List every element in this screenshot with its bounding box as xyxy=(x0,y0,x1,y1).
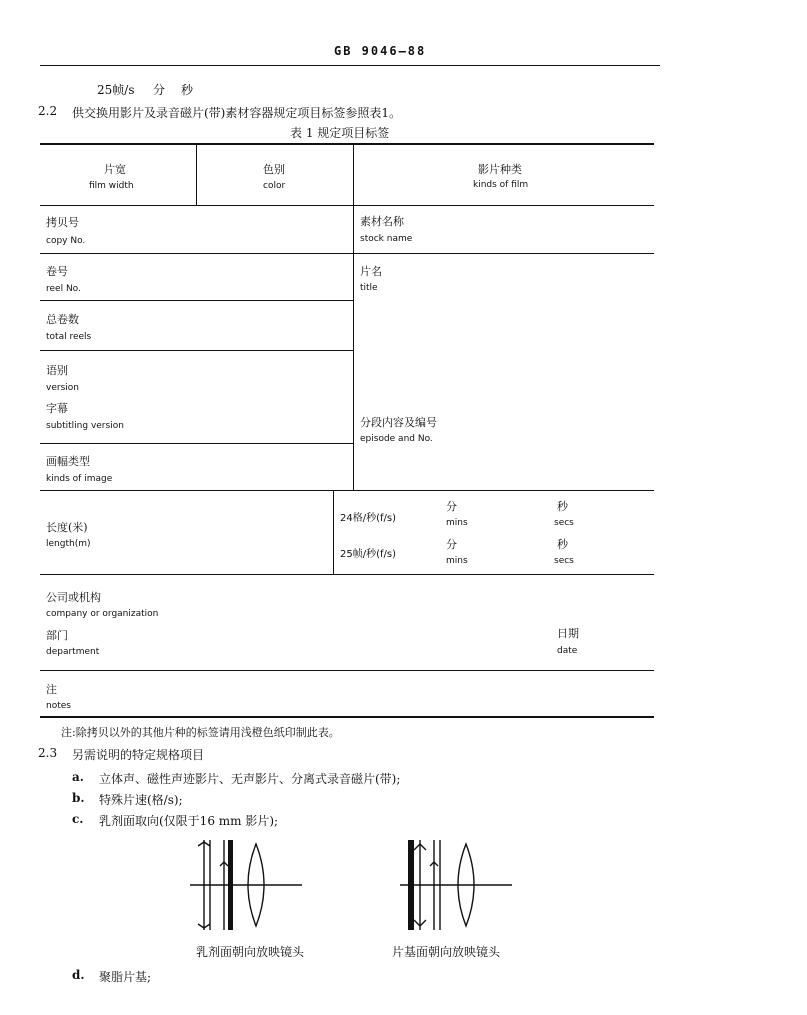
reel-no-zh: 卷号 xyxy=(46,265,68,278)
item-a-label: a. xyxy=(72,770,84,784)
section-2-3-number: 2.3 xyxy=(38,746,58,760)
item-d-text: 聚脂片基; xyxy=(99,970,152,984)
subtitling-zh: 字幕 xyxy=(46,402,68,415)
length-zh: 长度(米) xyxy=(46,521,88,534)
color-zh: 色别 xyxy=(263,163,285,176)
reel-no-en: reel No. xyxy=(46,284,81,294)
length-en: length(m) xyxy=(46,539,91,549)
item-b-label: b. xyxy=(72,791,85,805)
secs-25-zh: 秒 xyxy=(557,538,568,551)
department-zh: 部门 xyxy=(46,629,68,642)
table-footnote: 注:除拷贝以外的其他片种的标签请用浅橙色纸印制此表。 xyxy=(61,726,340,739)
film-width-zh: 片宽 xyxy=(104,163,126,176)
item-b-text: 特殊片速(格/s); xyxy=(99,793,183,807)
table-row-line xyxy=(40,350,353,351)
stock-name-en: stock name xyxy=(360,234,413,244)
color-en: color xyxy=(263,181,286,191)
rate-line-min: 分 xyxy=(153,83,166,97)
mins-24-en: mins xyxy=(446,518,468,528)
section-2-3-text: 另需说明的特定规格项目 xyxy=(72,748,205,762)
table-row-line xyxy=(40,670,654,671)
table-caption: 表 1 规定项目标签 xyxy=(290,126,390,140)
item-d-label: d. xyxy=(72,968,85,982)
title-en: title xyxy=(360,283,378,293)
table-col-line xyxy=(196,145,197,205)
date-zh: 日期 xyxy=(557,627,579,640)
table-row-line xyxy=(40,490,654,491)
table-col-line xyxy=(353,145,354,490)
subtitling-en: subtitling version xyxy=(46,421,124,431)
kinds-of-image-zh: 画幅类型 xyxy=(46,455,90,468)
notes-zh: 注 xyxy=(46,683,57,696)
section-2-2-text: 供交换用影片及录音磁片(带)素材容器规定项目标签参照表1。 xyxy=(72,106,402,120)
mins-24-zh: 分 xyxy=(446,500,457,513)
secs-24-zh: 秒 xyxy=(557,500,568,513)
figure-left-caption: 乳剂面朝向放映镜头 xyxy=(196,945,305,959)
copy-no-zh: 拷贝号 xyxy=(46,216,79,229)
section-2-2-number: 2.2 xyxy=(38,104,58,118)
episode-zh: 分段内容及编号 xyxy=(360,416,437,429)
header-rule xyxy=(40,65,660,66)
episode-en: episode and No. xyxy=(360,434,433,444)
table-row-line xyxy=(40,574,654,575)
table-bottom-rule xyxy=(40,716,654,718)
date-en: date xyxy=(557,646,578,656)
rate-line-rate: 25帧/s xyxy=(97,83,135,97)
rate-24-label: 24格/秒(f/s) xyxy=(340,513,396,524)
mins-25-en: mins xyxy=(446,556,468,566)
department-en: department xyxy=(46,647,100,657)
figure-right-caption: 片基面朝向放映镜头 xyxy=(392,945,501,959)
standard-number: GB 9046—88 xyxy=(334,44,427,58)
copy-no-en: copy No. xyxy=(46,236,86,246)
secs-24-en: secs xyxy=(554,518,574,528)
kinds-of-film-en: kinds of film xyxy=(473,180,529,190)
notes-en: notes xyxy=(46,701,71,711)
table-row-line xyxy=(40,253,654,254)
version-zh: 语别 xyxy=(46,364,68,377)
total-reels-en: total reels xyxy=(46,332,92,342)
company-zh: 公司或机构 xyxy=(46,591,101,604)
table-row-line xyxy=(40,300,353,301)
rate-25-label: 25帧/秒(f/s) xyxy=(340,549,396,560)
base-toward-lens-diagram xyxy=(400,836,520,936)
mins-25-zh: 分 xyxy=(446,538,457,551)
table-row-line xyxy=(40,443,353,444)
title-zh: 片名 xyxy=(360,265,382,278)
table-col-line xyxy=(333,490,334,574)
company-en: company or organization xyxy=(46,609,159,619)
table-row-line xyxy=(40,205,654,206)
item-c-text: 乳剂面取向(仅限于16 mm 影片); xyxy=(99,814,279,828)
stock-name-zh: 素材名称 xyxy=(360,215,404,228)
item-c-label: c. xyxy=(72,812,84,826)
table-top-rule xyxy=(40,143,654,145)
total-reels-zh: 总卷数 xyxy=(46,313,79,326)
version-en: version xyxy=(46,383,79,393)
rate-line-sec: 秒 xyxy=(181,83,194,97)
emulsion-toward-lens-diagram xyxy=(190,836,310,936)
kinds-of-film-zh: 影片种类 xyxy=(478,163,522,176)
kinds-of-image-en: kinds of image xyxy=(46,474,113,484)
film-width-en: film width xyxy=(89,181,134,191)
item-a-text: 立体声、磁性声迹影片、无声影片、分离式录音磁片(带); xyxy=(99,772,401,786)
secs-25-en: secs xyxy=(554,556,574,566)
